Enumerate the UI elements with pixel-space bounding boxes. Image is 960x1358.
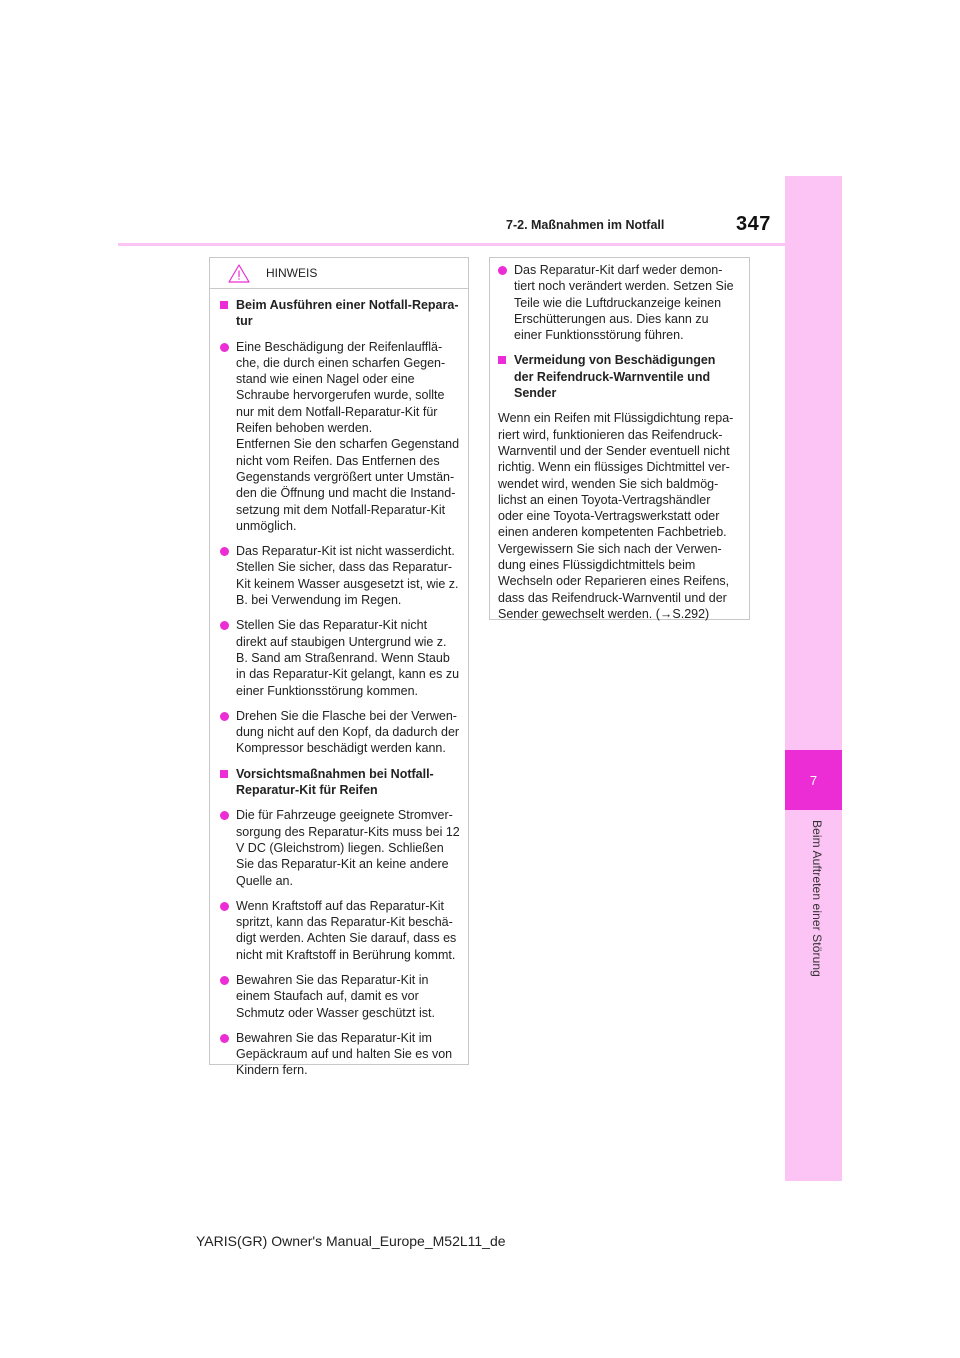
notice-items-continued [498, 262, 739, 622]
text-line: B. Sand am Straßenrand. Wenn Staub [236, 650, 450, 665]
text-line: einer Funktionsstörung kommen. [236, 683, 419, 698]
text-line: setzung mit dem Notfall-Reparatur-Kit [236, 502, 446, 517]
text-line: Eine Beschädigung der Reifenlaufflä- [236, 339, 443, 354]
text-line: Das Reparatur-Kit ist nicht wasserdicht. [236, 544, 455, 559]
text-line: oder eine Toyota-Vertragswerkstatt oder [498, 509, 720, 524]
text-line: Teile wie die Luftdruckanzeige keinen [514, 295, 722, 310]
text-line: Gepäckraum auf und halten Sie es von [236, 1047, 453, 1062]
text-line: Schraube hervorgerufen wurde, sollte [236, 388, 445, 403]
text-line: Stellen Sie sicher, dass das Reparatur- [236, 560, 453, 575]
bullet-item [220, 543, 458, 608]
notice-title: HINWEIS [266, 266, 318, 280]
text-line: unmöglich. [236, 518, 297, 533]
text-line: B. bei Verwendung im Regen. [236, 593, 402, 608]
text-line: Kit keinem Wasser ausgesetzt ist, wie z. [236, 576, 459, 591]
bullet-item [220, 339, 458, 535]
text-line: Wenn Kraftstoff auf das Reparatur-Kit [236, 898, 444, 913]
notice-header [210, 258, 468, 289]
text-line: einem Staufach auf, damit es vor [236, 989, 419, 1004]
text-line: Reparatur-Kit für Reifen [236, 783, 378, 798]
text-line: Wenn ein Reifen mit Flüssigdichtung repa- [498, 411, 734, 426]
text-line: der Reifendruck-Warnventile und [514, 369, 711, 384]
notice-subheading [498, 352, 739, 401]
bullet-item [498, 262, 739, 343]
warning-triangle-icon [228, 264, 250, 283]
bullet-item [220, 708, 458, 757]
text-line: spritzt, kann das Reparatur-Kit beschä- [236, 915, 453, 930]
bullet-item [220, 972, 458, 1021]
paragraph [498, 410, 739, 622]
text-line: Vorsichtsmaßnahmen bei Notfall- [236, 766, 434, 781]
header-divider [118, 243, 786, 246]
text-line: wendet wird, wenden Sie sich baldmög- [498, 476, 719, 491]
text-line: stand wie einen Nagel oder eine [236, 372, 415, 387]
text-line: Gegenstands vergrößert unter Umstän- [236, 469, 455, 484]
text-line: Vergewissern Sie sich nach der Verwen- [498, 541, 722, 556]
text-line: Kompressor beschädigt werden kann. [236, 741, 446, 756]
text-line: Kindern fern. [236, 1063, 308, 1078]
text-line: Quelle an. [236, 873, 293, 888]
notice-subheading [220, 297, 458, 330]
text-line: Das Reparatur-Kit darf weder demon- [514, 263, 723, 277]
text-line: riert wird, funktionieren das Reifendruck- [498, 427, 723, 442]
text-line: richtig. Wenn ein flüssiges Dichtmittel ver- [498, 460, 730, 475]
bullet-item [220, 807, 458, 888]
text-line: Bewahren Sie das Reparatur-Kit in [236, 972, 429, 987]
bullet-item [220, 617, 458, 698]
hinweis-notice-box [209, 257, 469, 1078]
text-line: nicht mit Kraftstoff in Berührung kommt. [236, 947, 456, 962]
text-line: sorgung des Reparatur-Kits muss bei 12 [236, 824, 460, 839]
bullet-item [220, 898, 458, 963]
text-line: Warnventil und der Sender eventuell nicht [498, 443, 730, 458]
continued-notice-box [489, 257, 750, 620]
text-line: direkt auf staubigen Untergrund wie z. [236, 634, 447, 649]
bullet-item [220, 1030, 458, 1079]
notice-subheading [220, 766, 458, 799]
text-line: Vermeidung von Beschädigungen [514, 353, 716, 368]
page-number: 347 [736, 213, 771, 235]
chapter-number-badge: 7 [785, 750, 842, 810]
text-line: Stellen Sie das Reparatur-Kit nicht [236, 618, 428, 633]
text-line: Sie das Reparatur-Kit an keine andere [236, 857, 449, 872]
text-line: Erschütterungen aus. Dies kann zu [514, 311, 709, 326]
text-line: Drehen Sie die Flasche bei der Verwen- [236, 708, 457, 723]
chapter-title-vertical: Beim Auftreten einer Störung [810, 820, 824, 977]
text-line: V DC (Gleichstrom) liegen. Schließen [236, 840, 444, 855]
text-line: tur [236, 314, 253, 329]
text-line: Sender gewechselt werden. (→S.292) [498, 606, 710, 621]
text-line: Reifen behoben werden. [236, 421, 373, 436]
text-line: einen anderen kompetenten Fachbetrieb. [498, 525, 727, 540]
notice-items [220, 297, 458, 1079]
text-line: Beim Ausführen einer Notfall-Repara- [236, 298, 459, 312]
footer-manual-id: YARIS(GR) Owner's Manual_Europe_M52L11_de [196, 1233, 506, 1249]
section-title: 7-2. Maßnahmen im Notfall [506, 218, 665, 232]
text-line: digt werden. Achten Sie darauf, dass es [236, 931, 457, 946]
text-line: Wechseln oder Reparieren eines Reifens, [498, 574, 730, 589]
text-line: dung nicht auf den Kopf, da dadurch der [236, 725, 460, 740]
text-line: den die Öffnung und macht die Instand- [236, 486, 456, 501]
text-line: Sender [514, 386, 557, 401]
text-line: Die für Fahrzeuge geeignete Stromver- [236, 808, 453, 823]
text-line: tiert noch verändert werden. Setzen Sie [514, 279, 734, 294]
text-line: dung eines Flüssigdichtmittels beim [498, 558, 696, 573]
text-line: Schmutz oder Wasser geschützt ist. [236, 1005, 435, 1020]
text-line: lichst an einen Toyota-Vertragshändler [498, 492, 711, 507]
text-line: einer Funktionsstörung führen. [514, 328, 684, 343]
text-line: nicht vom Reifen. Das Entfernen des [236, 453, 440, 468]
text-line: Bewahren Sie das Reparatur-Kit im [236, 1030, 432, 1045]
text-line: dass das Reifendruck-Warnventil und der [498, 590, 727, 605]
text-line: che, die durch einen scharfen Gegen- [236, 355, 446, 370]
text-line: nur mit dem Notfall-Reparatur-Kit für [236, 404, 438, 419]
text-line: in das Reparatur-Kit gelangt, kann es zu [236, 667, 460, 682]
text-line: Entfernen Sie den scharfen Gegenstand [236, 437, 460, 452]
